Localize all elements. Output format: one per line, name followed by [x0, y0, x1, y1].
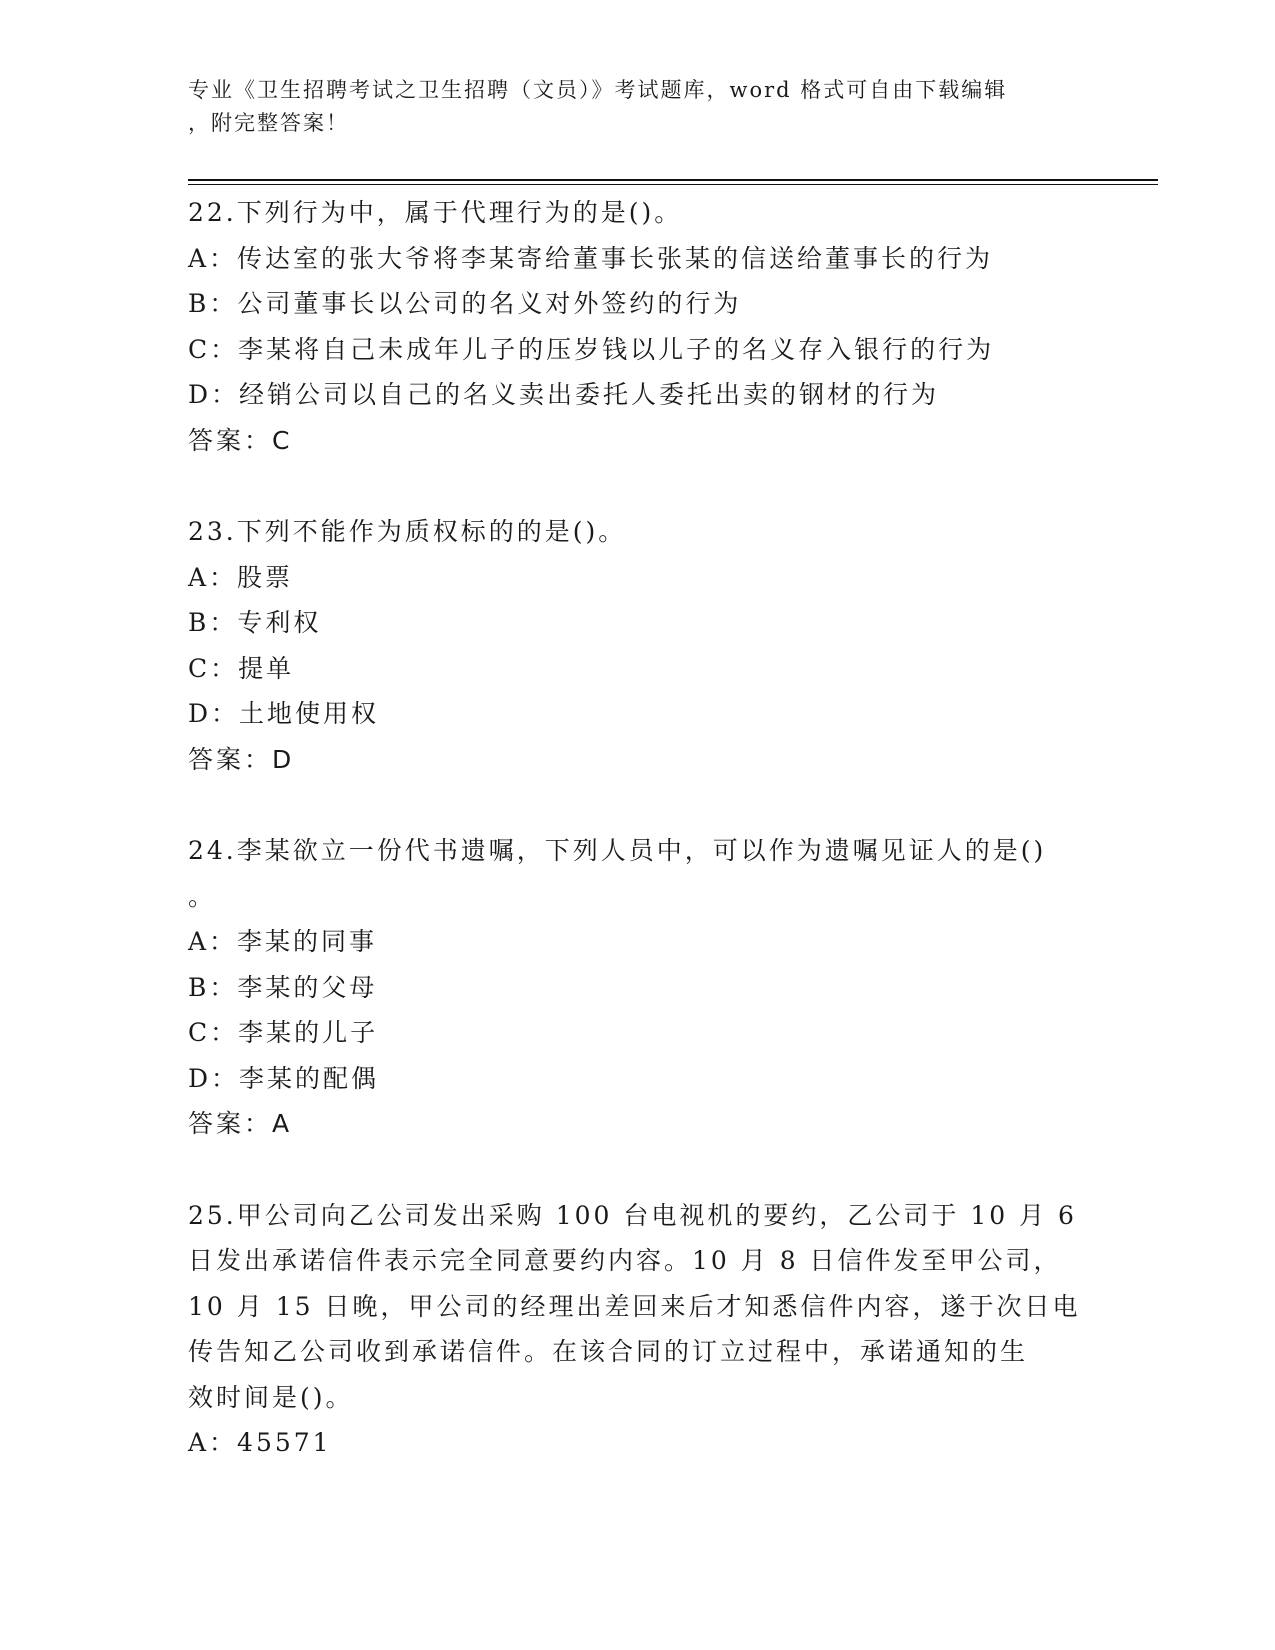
- document-header: [188, 74, 1068, 140]
- option-c: C：李某将自己未成年儿子的压岁钱以儿子的名义存入银行的行为: [188, 334, 995, 364]
- question-stem: 23.下列不能作为质权标的的是()。: [188, 517, 627, 546]
- option-d: D：经销公司以自己的名义卖出委托人委托出卖的钢材的行为: [188, 380, 940, 409]
- option-a: A：传达室的张大爷将李某寄给董事长张某的信送给董事长的行为: [188, 243, 994, 273]
- option-c: C：李某的儿子: [188, 1018, 379, 1047]
- question-stem-continued: 日发出承诺信件表示完全同意要约内容。10 月 8 日信件发至甲公司，: [188, 1246, 1062, 1275]
- question-stem: 22.下列行为中，属于代理行为的是()。: [188, 198, 683, 227]
- header-line-2: ，附完整答案！: [188, 111, 349, 135]
- answer-line: 答案：C: [188, 425, 293, 455]
- question-stem-continued: 10 月 15 日晚，甲公司的经理出差回来后才知悉信件内容，遂于次日电: [188, 1291, 1081, 1321]
- question-25: [188, 1193, 1088, 1466]
- question-24: [188, 828, 1088, 1147]
- option-b: B：李某的父母: [188, 972, 378, 1002]
- answer-line: 答案：D: [188, 744, 295, 774]
- option-d: D：李某的配偶: [188, 1063, 380, 1093]
- question-stem: 24.李某欲立一份代书遗嘱，下列人员中，可以作为遗嘱见证人的是(): [188, 836, 1047, 865]
- question-23: [188, 509, 1088, 782]
- question-list: [188, 190, 1088, 1512]
- option-b: B：专利权: [188, 608, 322, 637]
- question-stem-continued: 。: [188, 881, 217, 911]
- question-stem: 25.甲公司向乙公司发出采购 100 台电视机的要约，乙公司于 10 月 6: [188, 1200, 1077, 1230]
- option-a: A：股票: [188, 562, 294, 592]
- header-line-1: 专业《卫生招聘考试之卫生招聘（文员）》考试题库，word 格式可自由下载编辑: [188, 78, 1008, 102]
- option-c: C：提单: [188, 653, 295, 683]
- option-b: B：公司董事长以公司的名义对外签约的行为: [188, 289, 742, 318]
- option-d: D：土地使用权: [188, 699, 380, 728]
- option-a: A：45571: [188, 1428, 332, 1457]
- question-22: [188, 190, 1088, 463]
- answer-line: 答案：A: [188, 1109, 293, 1138]
- header-divider: [188, 179, 1158, 185]
- option-a: A：李某的同事: [188, 927, 378, 956]
- question-stem-continued: 效时间是()。: [188, 1382, 354, 1412]
- question-stem-continued: 传告知乙公司收到承诺信件。在该合同的订立过程中，承诺通知的生: [188, 1337, 1029, 1366]
